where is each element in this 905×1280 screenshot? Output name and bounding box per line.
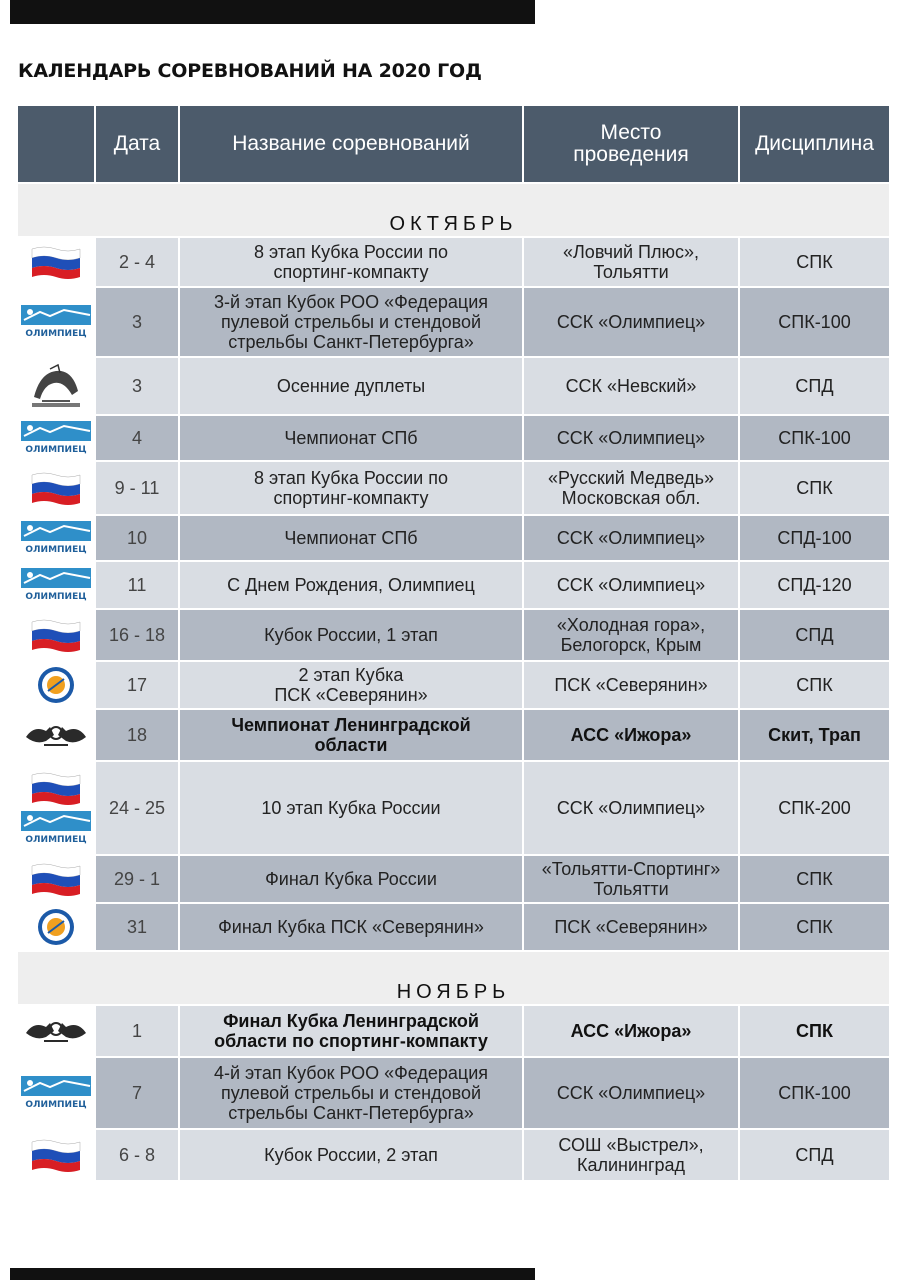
header-name: Название соревнований	[179, 105, 523, 183]
event-place-line: Московская обл.	[561, 488, 701, 508]
event-row	[17, 515, 890, 561]
event-place-line: «Ловчий Плюс»,	[562, 242, 700, 262]
event-name	[179, 1129, 523, 1181]
event-date: 3	[95, 287, 179, 357]
olimpiec-logo-text: ОЛИМПИЕЦ	[25, 1100, 87, 1110]
event-place	[523, 237, 739, 287]
event-discipline: СПК-100	[739, 1057, 890, 1129]
event-row	[17, 1129, 890, 1181]
event-place-line: ССК «Олимпиец»	[556, 1083, 706, 1103]
event-place	[523, 1057, 739, 1129]
event-logo-cell	[17, 515, 95, 561]
event-discipline: СПД	[739, 357, 890, 415]
event-name-line: Кубок России, 1 этап	[264, 625, 438, 645]
event-logo-cell	[17, 1057, 95, 1129]
event-discipline: СПК	[739, 661, 890, 709]
russia-flag-icon	[20, 615, 92, 655]
page-title: КАЛЕНДАРЬ СОРЕВНОВАНИЙ НА 2020 ГОД	[18, 60, 482, 82]
event-place-line: «Тольятти-Спортинг»	[541, 859, 721, 879]
event-discipline: СПК	[739, 903, 890, 951]
olimpiec-logo-icon	[20, 518, 92, 558]
event-row	[17, 287, 890, 357]
event-place	[523, 903, 739, 951]
event-row	[17, 357, 890, 415]
event-place-line: Белогорск, Крым	[560, 635, 702, 655]
event-date: 10	[95, 515, 179, 561]
olimpiec-logo-icon	[20, 302, 92, 342]
event-row	[17, 561, 890, 609]
event-row	[17, 761, 890, 855]
event-name-line: Чемпионат СПб	[284, 528, 418, 548]
event-place-line: Тольятти	[593, 262, 669, 282]
event-date: 7	[95, 1057, 179, 1129]
izhora-griffin-icon	[20, 715, 92, 755]
event-place-line: «Русский Медведь»	[548, 468, 714, 488]
event-name	[179, 1057, 523, 1129]
event-logo-cell	[17, 237, 95, 287]
event-discipline: СПК	[739, 237, 890, 287]
event-place-line: АСС «Ижора»	[570, 1021, 692, 1041]
event-discipline: СПК	[739, 1005, 890, 1057]
olimpiec-logo-text: ОЛИМПИЕЦ	[25, 545, 87, 555]
severyanin-club-icon	[20, 907, 92, 947]
header-place-line: Место	[600, 121, 662, 144]
event-row	[17, 1057, 890, 1129]
event-date: 2 - 4	[95, 237, 179, 287]
event-name	[179, 709, 523, 761]
event-place	[523, 1005, 739, 1057]
event-logo-cell	[17, 903, 95, 951]
event-place	[523, 855, 739, 903]
event-date: 29 - 1	[95, 855, 179, 903]
event-logo-cell	[17, 661, 95, 709]
event-discipline: СПК	[739, 461, 890, 515]
event-name	[179, 357, 523, 415]
event-date: 6 - 8	[95, 1129, 179, 1181]
event-name-line: С Днем Рождения, Олимпиец	[227, 575, 475, 595]
table-header-row	[17, 105, 890, 183]
event-discipline: Скит, Трап	[739, 709, 890, 761]
event-place-line: ССК «Олимпиец»	[556, 528, 706, 548]
izhora-griffin-icon	[20, 1011, 92, 1051]
event-date: 18	[95, 709, 179, 761]
event-discipline: СПК-200	[739, 761, 890, 855]
russia-flag-icon	[20, 242, 92, 282]
event-name	[179, 515, 523, 561]
russia-flag-icon	[20, 859, 92, 899]
month-label: НОЯБРЬ	[17, 951, 890, 1005]
event-name-line: Осенние дуплеты	[276, 376, 426, 396]
event-discipline: СПД-100	[739, 515, 890, 561]
event-row	[17, 709, 890, 761]
event-place-line: ССК «Олимпиец»	[556, 312, 706, 332]
event-discipline: СПД-120	[739, 561, 890, 609]
russia-flag-icon	[20, 768, 92, 808]
header-logo	[17, 105, 95, 183]
event-row	[17, 415, 890, 461]
event-name-line: Чемпионат Ленинградской	[231, 715, 471, 735]
event-row	[17, 661, 890, 709]
event-date: 24 - 25	[95, 761, 179, 855]
event-place	[523, 515, 739, 561]
event-name-line: ПСК «Северянин»	[274, 685, 428, 705]
event-name	[179, 761, 523, 855]
event-name-line: 8 этап Кубка России по	[254, 468, 448, 488]
event-date: 4	[95, 415, 179, 461]
event-logo-cell	[17, 415, 95, 461]
event-logo-cell	[17, 561, 95, 609]
event-name-line: стрельбы Санкт-Петербурга»	[228, 332, 474, 352]
event-place	[523, 357, 739, 415]
event-place-line: ССК «Олимпиец»	[556, 798, 706, 818]
event-name-line: 3-й этап Кубок РОО «Федерация	[213, 292, 489, 312]
event-logo-cell	[17, 461, 95, 515]
event-logo-cell	[17, 761, 95, 855]
month-row	[17, 183, 890, 237]
event-name-line: спортинг-компакту	[273, 488, 429, 508]
event-row	[17, 855, 890, 903]
event-name-line: пулевой стрельбы и стендовой	[220, 312, 482, 332]
table-body	[17, 183, 890, 1181]
event-name	[179, 287, 523, 357]
event-date: 16 - 18	[95, 609, 179, 661]
event-place-line: Тольятти	[593, 879, 669, 899]
event-row	[17, 903, 890, 951]
olimpiec-logo-icon	[20, 1073, 92, 1113]
event-logo-cell	[17, 1005, 95, 1057]
event-place	[523, 287, 739, 357]
event-logo-cell	[17, 709, 95, 761]
event-name-line: Финал Кубка Ленинградской	[223, 1011, 479, 1031]
month-label: ОКТЯБРЬ	[17, 183, 890, 237]
olimpiec-logo-text: ОЛИМПИЕЦ	[25, 445, 87, 455]
olimpiec-logo-text: ОЛИМПИЕЦ	[25, 329, 87, 339]
event-name-line: стрельбы Санкт-Петербурга»	[228, 1103, 474, 1123]
event-date: 3	[95, 357, 179, 415]
event-place	[523, 461, 739, 515]
event-name	[179, 415, 523, 461]
top-black-bar	[10, 0, 535, 24]
event-name	[179, 855, 523, 903]
event-name-line: Финал Кубка России	[265, 869, 437, 889]
event-name-line: области по спортинг-компакту	[214, 1031, 488, 1051]
event-place-line: ПСК «Северянин»	[554, 917, 708, 937]
event-place	[523, 661, 739, 709]
event-name-line: спортинг-компакту	[273, 262, 429, 282]
event-name-line: Кубок России, 2 этап	[264, 1145, 438, 1165]
event-place-line: ССК «Олимпиец»	[556, 575, 706, 595]
event-name-line: 4-й этап Кубок РОО «Федерация	[213, 1063, 489, 1083]
olimpiec-logo-text: ОЛИМПИЕЦ	[25, 592, 87, 602]
severyanin-club-icon	[20, 665, 92, 705]
bottom-black-bar	[10, 1268, 535, 1280]
event-discipline: СПК-100	[739, 287, 890, 357]
event-place	[523, 761, 739, 855]
event-name-line: Финал Кубка ПСК «Северянин»	[218, 917, 484, 937]
event-place-line: ССК «Олимпиец»	[556, 428, 706, 448]
event-name	[179, 609, 523, 661]
header-discipline: Дисциплина	[739, 105, 890, 183]
event-place-line: ПСК «Северянин»	[554, 675, 708, 695]
event-place	[523, 709, 739, 761]
event-discipline: СПД	[739, 609, 890, 661]
header-place	[523, 105, 739, 183]
event-date: 31	[95, 903, 179, 951]
event-logo-cell	[17, 609, 95, 661]
header-date: Дата	[95, 105, 179, 183]
olimpiec-logo-text: ОЛИМПИЕЦ	[25, 835, 87, 845]
event-row	[17, 237, 890, 287]
event-row	[17, 461, 890, 515]
event-discipline: СПК	[739, 855, 890, 903]
event-name-line: области	[314, 735, 388, 755]
month-row	[17, 951, 890, 1005]
event-name-line: Чемпионат СПб	[284, 428, 418, 448]
event-name	[179, 561, 523, 609]
event-name-line: 2 этап Кубка	[298, 665, 404, 685]
event-place-line: АСС «Ижора»	[570, 725, 692, 745]
event-place	[523, 415, 739, 461]
event-name-line: пулевой стрельбы и стендовой	[220, 1083, 482, 1103]
event-place	[523, 561, 739, 609]
event-place	[523, 609, 739, 661]
event-place	[523, 1129, 739, 1181]
russia-flag-icon	[20, 468, 92, 508]
event-place-line: «Холодная гора»,	[556, 615, 706, 635]
event-logo-cell	[17, 1129, 95, 1181]
event-discipline: СПК-100	[739, 415, 890, 461]
nevsky-club-icon	[20, 361, 92, 411]
russia-flag-icon	[20, 1135, 92, 1175]
event-date: 1	[95, 1005, 179, 1057]
olimpiec-logo-icon	[20, 565, 92, 605]
event-row	[17, 1005, 890, 1057]
event-discipline: СПД	[739, 1129, 890, 1181]
event-place-line: Калининград	[576, 1155, 686, 1175]
event-name	[179, 461, 523, 515]
event-logo-cell	[17, 855, 95, 903]
event-name	[179, 1005, 523, 1057]
event-date: 9 - 11	[95, 461, 179, 515]
event-place-line: СОШ «Выстрел»,	[558, 1135, 704, 1155]
competition-calendar-table	[16, 104, 891, 1182]
event-name	[179, 661, 523, 709]
event-logo-cell	[17, 357, 95, 415]
event-row	[17, 609, 890, 661]
event-name	[179, 903, 523, 951]
event-logo-cell	[17, 287, 95, 357]
event-name-line: 8 этап Кубка России по	[254, 242, 448, 262]
header-place-line: проведения	[573, 143, 689, 166]
olimpiec-logo-icon	[20, 808, 92, 848]
event-name	[179, 237, 523, 287]
event-name-line: 10 этап Кубка России	[261, 798, 441, 818]
event-date: 17	[95, 661, 179, 709]
event-place-line: ССК «Невский»	[565, 376, 697, 396]
event-date: 11	[95, 561, 179, 609]
olimpiec-logo-icon	[20, 418, 92, 458]
